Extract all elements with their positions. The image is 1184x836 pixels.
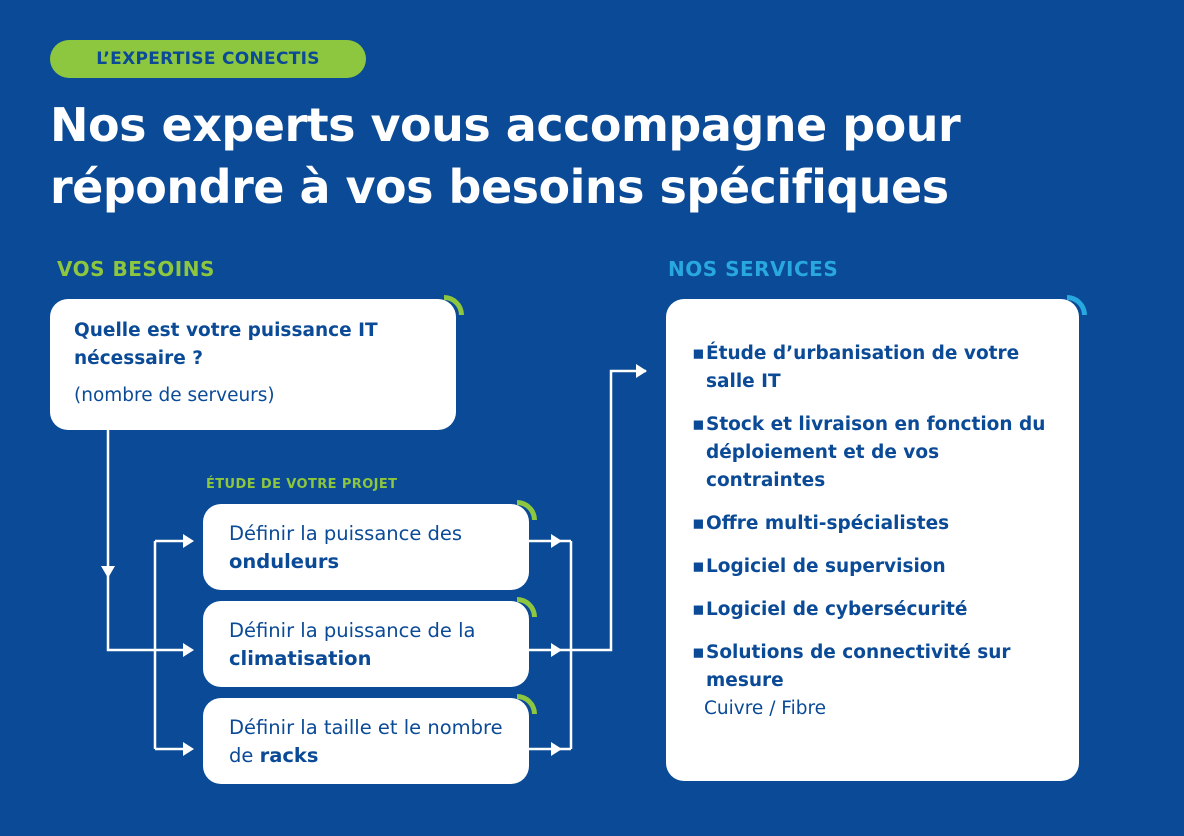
arrow-services <box>636 364 647 378</box>
services-card <box>666 299 1079 781</box>
service-label: Solutions de connectivité sur mesure <box>706 642 1011 691</box>
service-label: Logiciel de cybersécurité <box>706 599 968 620</box>
step-card-onduleurs <box>203 504 529 590</box>
services-heading: NOS SERVICES <box>668 257 839 281</box>
service-item <box>692 340 1059 396</box>
step-text: Définir la puissance des <box>229 522 463 545</box>
step-keyword: climatisation <box>229 647 372 670</box>
connector-to-services <box>571 371 646 650</box>
arrow-step1 <box>183 534 194 548</box>
step-keyword: onduleurs <box>229 550 340 573</box>
etude-heading: ÉTUDE DE VOTRE PROJET <box>206 477 398 492</box>
bullet-icon: ▪ <box>692 343 705 364</box>
step-card-climatisation <box>203 601 529 687</box>
section-badge: L’EXPERTISE CONECTIS <box>50 40 366 78</box>
arrow-from-step3 <box>551 742 562 756</box>
bullet-icon: ▪ <box>692 556 705 577</box>
service-label: Offre multi-spécialistes <box>706 513 950 534</box>
besoins-heading: VOS BESOINS <box>57 257 215 281</box>
bullet-icon: ▪ <box>692 599 705 620</box>
service-label: Étude d’urbanisation de votre salle IT <box>706 343 1020 392</box>
arrow-step3 <box>183 742 194 756</box>
service-item <box>692 510 1059 538</box>
arrow-from-step2 <box>551 643 562 657</box>
service-item <box>692 639 1059 723</box>
step-text: Définir la taille et le nombre de <box>229 716 503 767</box>
bullet-icon: ▪ <box>692 642 705 663</box>
step-keyword: racks <box>259 744 319 767</box>
arrow-from-step1 <box>551 534 562 548</box>
step-text: Définir la puissance de la <box>229 619 476 642</box>
arrow-down <box>101 566 115 578</box>
service-item <box>692 553 1059 581</box>
service-label: Logiciel de supervision <box>706 556 946 577</box>
service-sublabel: Cuivre / Fibre <box>704 698 827 719</box>
besoin-subtext: (nombre de serveurs) <box>74 385 275 406</box>
page-title: Nos experts vous accompagne pour répondre à vos besoins spécifiques <box>50 98 961 214</box>
step-card-racks <box>203 698 529 784</box>
service-item <box>692 411 1059 495</box>
service-label: Stock et livraison en fonction du déploiement et de vos contraintes <box>706 414 1046 491</box>
arrow-step2 <box>183 643 194 657</box>
besoin-question: Quelle est votre puissance IT nécessaire ? <box>74 320 378 369</box>
bullet-icon: ▪ <box>692 513 705 534</box>
besoin-card <box>50 299 456 430</box>
service-item <box>692 596 1059 624</box>
bullet-icon: ▪ <box>692 414 705 435</box>
